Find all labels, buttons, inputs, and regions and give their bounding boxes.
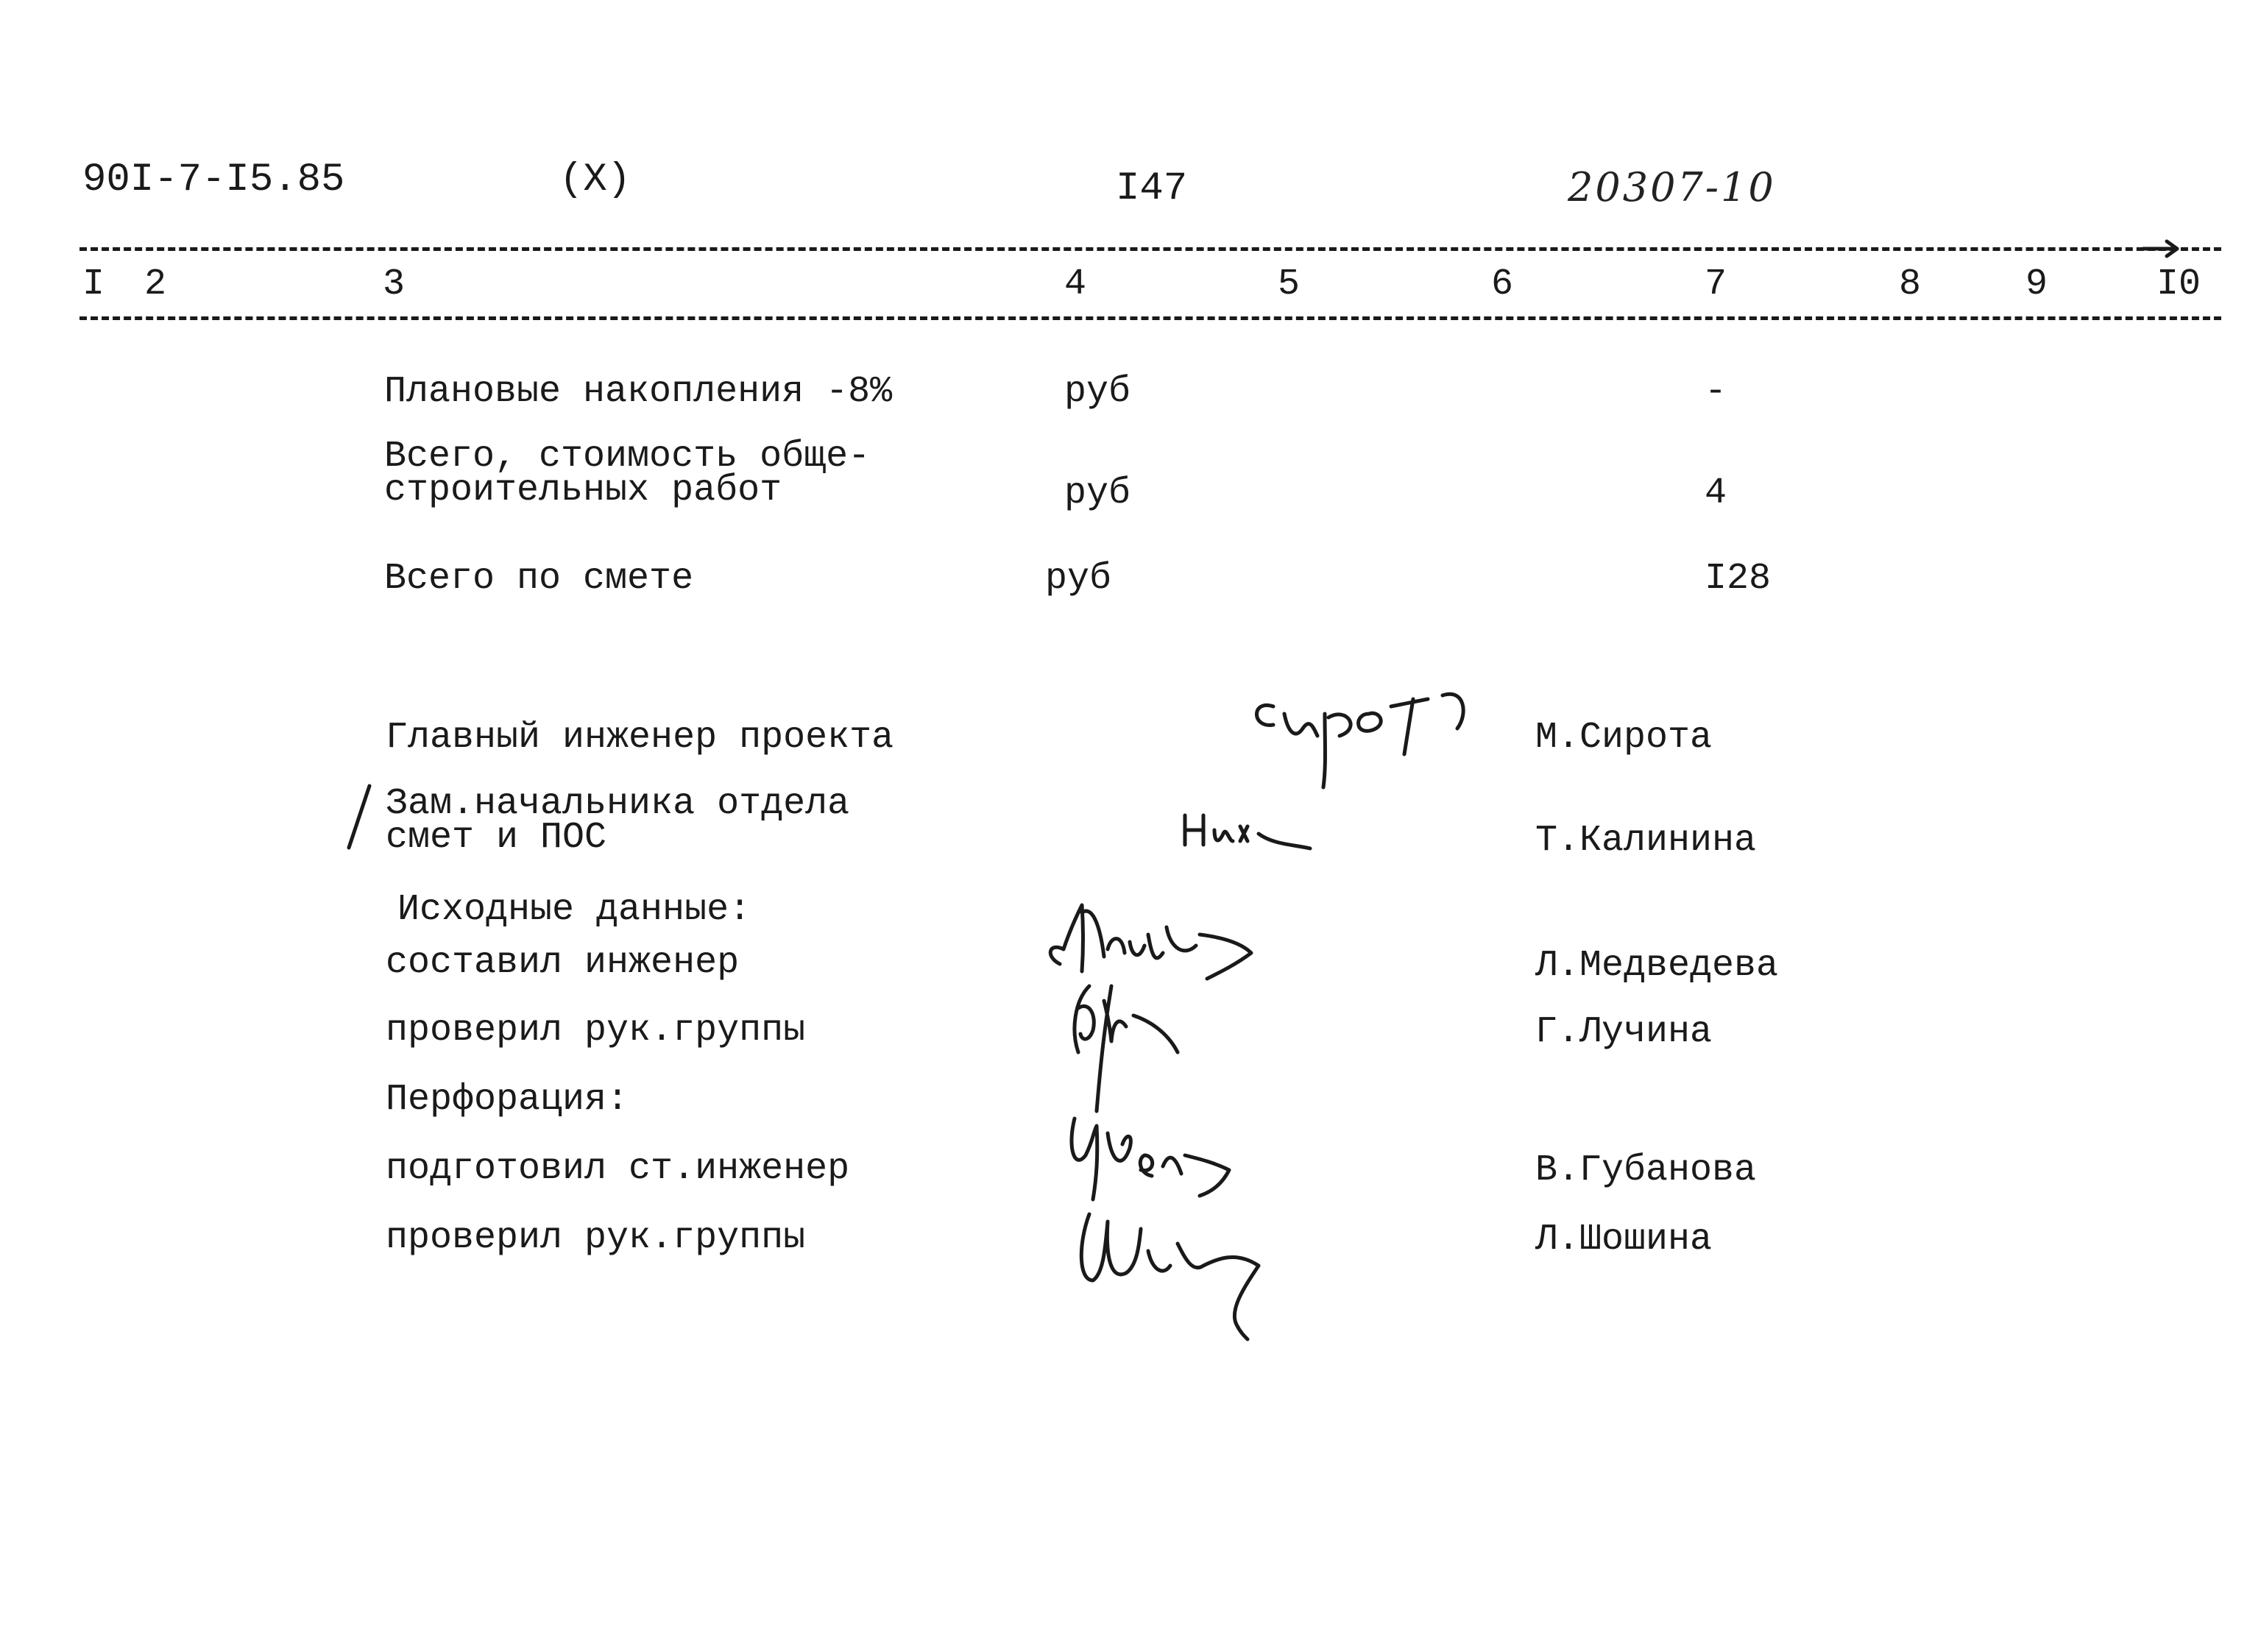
column-number: 5 (1278, 263, 1301, 305)
approval-role: составил инженер (386, 942, 740, 984)
bottom-dashed-rule (79, 316, 2221, 320)
row-value: 4 (1705, 472, 1727, 514)
column-number: 7 (1705, 263, 1727, 305)
row-unit: руб (1045, 558, 1112, 600)
document-mark: (X) (559, 157, 631, 202)
row-value: I28 (1705, 558, 1772, 600)
signature (1244, 684, 1494, 795)
approval-role: Зам.начальника отдела смет и ПОС (386, 783, 850, 859)
approval-role: проверил рук.группы (386, 1217, 806, 1259)
signature (1038, 883, 1303, 986)
approval-person: Т.Калинина (1535, 820, 1757, 862)
approval-role: подготовил ст.инженер (386, 1148, 850, 1190)
page-number: I47 (1116, 166, 1188, 211)
row-name: Всего, стоимость обще- строительных работ (384, 436, 871, 511)
signature (1060, 1199, 1295, 1347)
row-name: Плановые накопления -8% (384, 371, 893, 413)
approval-person: Г.Лучина (1535, 1011, 1713, 1053)
arrow-icon (2142, 234, 2186, 263)
handwritten-number: 20307-10 (1568, 164, 1776, 210)
approval-role: Главный инженер проекта (386, 717, 894, 759)
margin-mark (340, 780, 377, 854)
column-number: I0 (2156, 263, 2201, 305)
column-number: I (82, 263, 105, 305)
row-unit: руб (1064, 371, 1131, 413)
signature (1052, 1104, 1288, 1214)
approval-person: Л.Шошина (1535, 1219, 1713, 1261)
top-dashed-rule (79, 247, 2221, 251)
section-title: Исходные данные: (397, 889, 751, 931)
column-number: 9 (2025, 263, 2048, 305)
column-number: 6 (1491, 263, 1514, 305)
row-name: Всего по смете (384, 558, 694, 600)
signature (1060, 971, 1281, 1119)
approval-role: проверил рук.группы (386, 1010, 806, 1052)
document-code: 90I-7-I5.85 (82, 157, 345, 202)
row-value: - (1705, 371, 1727, 413)
approval-person: В.Губанова (1535, 1149, 1757, 1191)
column-number: 8 (1899, 263, 1922, 305)
column-number: 4 (1064, 263, 1087, 305)
approval-person: Л.Медведева (1535, 945, 1779, 987)
signature (1178, 801, 1325, 859)
column-number: 3 (383, 263, 406, 305)
section-title: Перфорация: (386, 1079, 629, 1121)
row-unit: руб (1064, 472, 1131, 514)
column-number: 2 (144, 263, 167, 305)
approval-person: М.Сирота (1535, 717, 1713, 759)
